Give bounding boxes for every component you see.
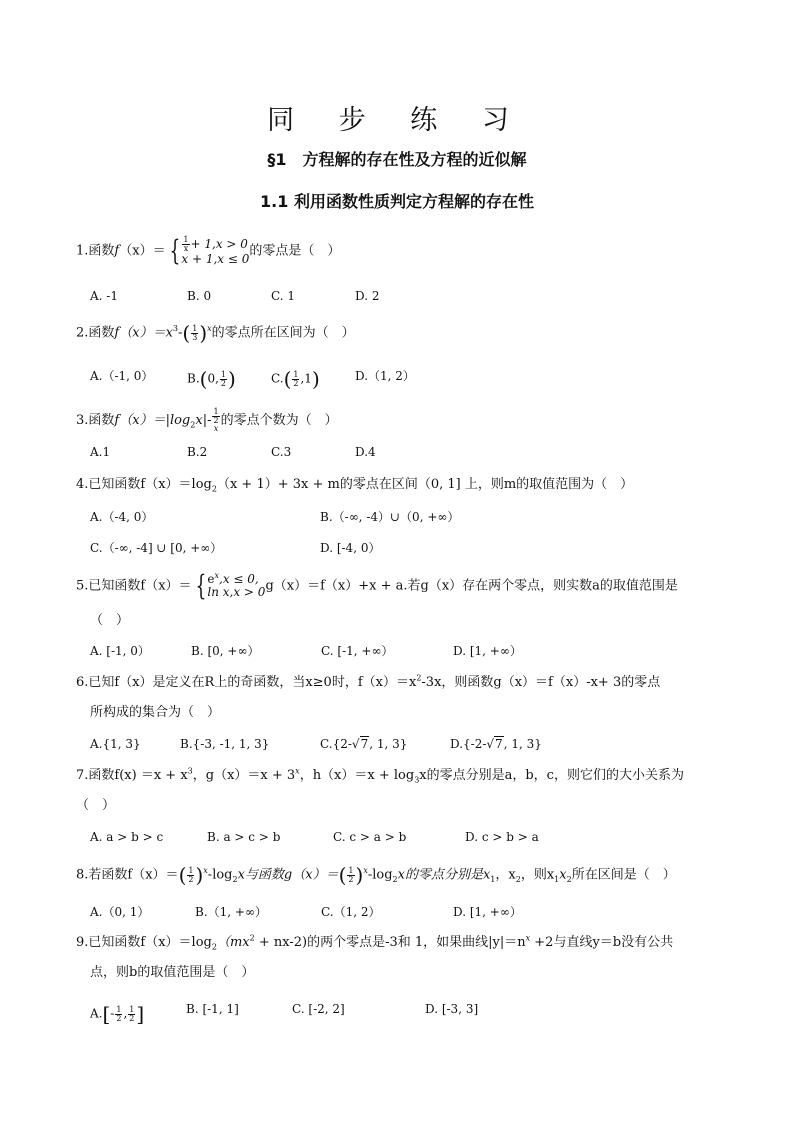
question-8: 8.若函数f（x）＝( $\frac{1}{2}$ )$^x-\log_2x$与函数g（x）＝( $\frac{1}{2}$ )$^x-\log_2x$的零点分别是$x_1$，$x_2$，则$x_1x_2$所在区间是（ ） [76, 863, 676, 887]
option-a: A.[- $\frac{1}{2}$ , $\frac{1}{2}$ ] [90, 1002, 145, 1026]
question-4-options-row-1 [90, 508, 730, 526]
option-a: A. a > b > c [90, 830, 164, 844]
option-d: D.{-2-√7, 1, 3} [450, 737, 542, 751]
option-b: B. [0, +∞） [191, 644, 260, 658]
option-c: C. c > a > b [333, 830, 407, 844]
option-b: B. a > c > b [207, 830, 281, 844]
option-a: A. -1 [90, 289, 118, 303]
option-c: C.{2-√7, 1, 3} [320, 737, 408, 751]
option-b: B.（-∞, -4）∪（0, +∞） [320, 510, 460, 524]
option-d: D.4 [355, 445, 376, 459]
subsection-heading: 1.1 利用函数性质判定方程解的存在性 [260, 192, 534, 211]
option-b: B.（1, +∞） [195, 905, 267, 919]
option-c: C.3 [271, 445, 292, 459]
question-1: 1.函数f（x）＝ { $\frac{1}{x}$ + 1,x > 0 x + 1,x ≤ 0 的零点是（ ） [76, 234, 341, 267]
option-b: B.(0, $\frac{1}{2}$ ) [187, 367, 236, 391]
piecewise-cases: $\frac{1}{x}$ + 1,x > 0 x + 1,x ≤ 0 [181, 235, 250, 266]
option-a: A.{1, 3} [90, 737, 141, 751]
question-3: 3.函数$f(x)=|\log_2x|-$ 1 2 x 的零点个数为（ ） [76, 407, 338, 433]
option-a: A.（-4, 0） [90, 510, 154, 524]
question-8-options [90, 903, 730, 921]
option-b: B. 0 [187, 289, 212, 303]
option-c: C.( $\frac{1}{2}$ ,1) [271, 367, 320, 391]
piecewise-cases: $e^x,x \le 0$, ln x,x > 0 [207, 571, 266, 599]
question-5-options [90, 642, 730, 660]
option-c: C. [-1, +∞） [321, 644, 394, 658]
question-4: 4.已知函数$f(x)=\log_2(x + 1)+ 3x + m$的零点在区间（0, 1] 上，则m的取值范围为（ ） [76, 477, 634, 494]
question-7-options [90, 830, 730, 848]
option-a: A.（0, 1） [90, 905, 150, 919]
option-c: C. 1 [271, 289, 296, 303]
option-d: D. c > b > a [465, 830, 539, 844]
option-b: B.2 [187, 445, 208, 459]
question-6-options [90, 737, 730, 755]
section-heading: §1 方程解的存在性及方程的近似解 [267, 150, 527, 169]
option-a: A. [-1, 0） [90, 644, 150, 658]
option-a: A.（-1, 0） [90, 369, 154, 383]
case-brace: { [169, 234, 180, 267]
option-c: C. [-2, 2] [292, 1002, 345, 1016]
question-2-options [90, 367, 730, 391]
question-2: 2.函数$f(x)=x^3-$( $\frac{1}{3}$ )$^x$的零点所在区间为（ ） [76, 321, 355, 345]
question-6: 6.已知f（x）是定义在R上的奇函数，当x≥0时，$f(x)=x^2-3x$，则函数g（x）＝f（x）-x+ 3的零点 所构成的集合为（ ） [76, 673, 661, 720]
question-5: 5.已知函数f（x）＝ { $e^x,x \le 0$, ln x,x > 0 g（x）＝f（x）+x + a.若g（x）存在两个零点，则实数a的取值范围是 （ ） [76, 569, 678, 628]
question-9: 9.已知函数$f(x)=\log_2(mx^2 + nx-2)$的两个零点是-3和 1，如果曲线$|y|=n^x +2$与直线y＝b没有公共 点，则b的取值范围是（ ） [76, 933, 674, 980]
question-7: 7.函数$f(x) =x + x^3$，$g(x)=x + 3^x$，$h(x)=x + \log_3x$的零点分别是a，b，c，则它们的大小关系为 （ ） [76, 766, 684, 813]
option-a: A.1 [90, 445, 111, 459]
question-1-options [90, 289, 730, 307]
option-d: D. [-4, 0） [320, 541, 381, 555]
question-4-options-row-2 [90, 539, 730, 557]
option-b: B.{-3, -1, 1, 3} [180, 737, 270, 751]
option-c: C.（1, 2） [321, 905, 381, 919]
option-d: D. 2 [355, 289, 380, 303]
option-d: D. [1, +∞） [453, 905, 522, 919]
question-9-options [90, 1002, 730, 1026]
option-d: D. [1, +∞） [453, 644, 522, 658]
option-d: D. [-3, 3] [425, 1002, 479, 1016]
option-c: C.（-∞, -4] ∪ [0, +∞） [90, 541, 223, 555]
option-b: B. [-1, 1] [186, 1002, 239, 1016]
page-title: 同 步 练 习 [267, 105, 527, 136]
case-brace: { [195, 569, 206, 602]
question-3-options [90, 445, 730, 463]
option-d: D.（1, 2） [355, 369, 415, 383]
